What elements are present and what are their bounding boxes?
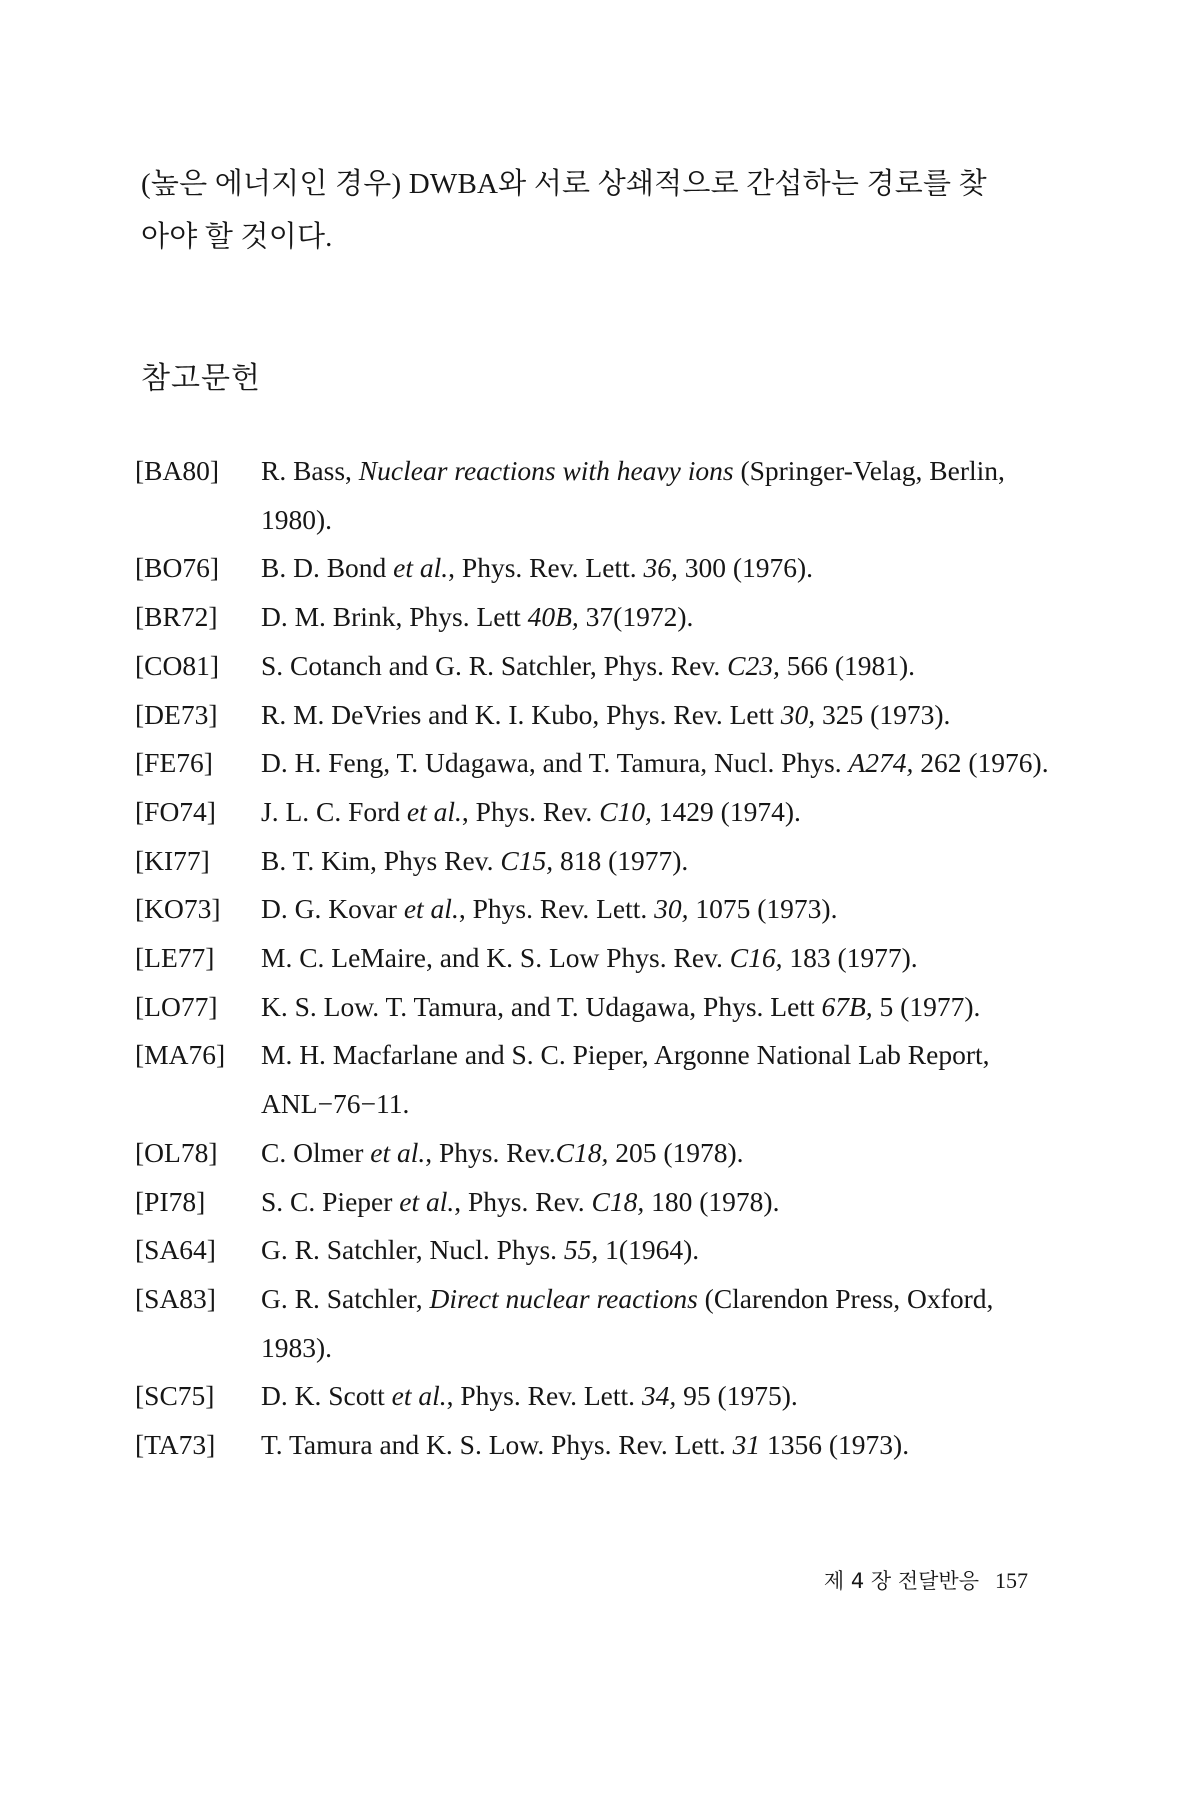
reference-key: [FE76] [135, 747, 213, 779]
reference-text: K. S. Low. T. Tamura, and T. Udagawa, Phys. Lett 67B, 5 (1977). [261, 990, 981, 1022]
reference-item [135, 1421, 1060, 1470]
reference-item [135, 1178, 1060, 1227]
reference-item [135, 544, 1060, 593]
reference-text: G. R. Satchler, Nucl. Phys. 55, 1(1964). [261, 1234, 700, 1266]
reference-list [135, 447, 1060, 1470]
reference-key: [TA73] [135, 1429, 216, 1461]
reference-text: R. M. DeVries and K. I. Kubo, Phys. Rev. Lett 30, 325 (1973). [261, 698, 951, 730]
reference-item [135, 447, 1060, 544]
reference-text: S. C. Pieper et al., Phys. Rev. C18, 180 (1978). [261, 1185, 780, 1217]
reference-text: D. K. Scott et al., Phys. Rev. Lett. 34, 95 (1975). [261, 1380, 798, 1412]
reference-item [135, 1129, 1060, 1178]
intro-paragraph [141, 158, 1041, 264]
reference-text: B. D. Bond et al., Phys. Rev. Lett. 36, 300 (1976). [261, 552, 814, 584]
reference-text: M. H. Macfarlane and S. C. Pieper, Argonne National Lab Report, ANL−76−11. [261, 1039, 990, 1120]
reference-item [135, 642, 1060, 691]
reference-key: [BA80] [135, 455, 220, 486]
reference-text: G. R. Satchler, Direct nuclear reactions (Clarendon Press, Oxford, 1983). [261, 1282, 994, 1363]
reference-text: D. G. Kovar et al., Phys. Rev. Lett. 30, 1075 (1973). [261, 893, 838, 925]
reference-key: [LE77] [135, 942, 215, 974]
reference-key: [BO76] [135, 552, 220, 584]
reference-key: [CO81] [135, 649, 220, 681]
reference-text: T. Tamura and K. S. Low. Phys. Rev. Lett. 31 1356 (1973). [261, 1429, 910, 1461]
reference-key: [KI77] [135, 844, 210, 876]
reference-item [135, 1226, 1060, 1275]
reference-item [135, 739, 1060, 788]
reference-item [135, 1275, 1060, 1372]
reference-key: [FO74] [135, 795, 216, 827]
reference-text: S. Cotanch and G. R. Satchler, Phys. Rev. C23, 566 (1981). [261, 649, 916, 681]
reference-item [135, 1372, 1060, 1421]
reference-key: [PI78] [135, 1185, 206, 1217]
section-title-references: 참고문헌 [141, 361, 261, 396]
reference-item [135, 691, 1060, 740]
reference-item [135, 788, 1060, 837]
reference-text: M. C. LeMaire, and K. S. Low Phys. Rev. C16, 183 (1977). [261, 942, 918, 974]
reference-item [135, 837, 1060, 886]
intro-line-1: (높은 에너지인 경우) DWBA와 서로 상쇄적으로 간섭하는 경로를 찾 [141, 168, 987, 200]
reference-key: [SA83] [135, 1282, 216, 1314]
intro-line-2: 아야 할 것이다. [141, 221, 333, 253]
reference-key: [MA76] [135, 1039, 226, 1071]
reference-text: C. Olmer et al., Phys. Rev.C18, 205 (1978). [261, 1136, 744, 1168]
page-number: 157 [995, 1568, 1028, 1593]
page-footer [824, 1565, 1028, 1595]
reference-item [135, 593, 1060, 642]
reference-text: J. L. C. Ford et al., Phys. Rev. C10, 1429 (1974). [261, 795, 801, 827]
reference-key: [LO77] [135, 990, 218, 1022]
reference-text: B. T. Kim, Phys Rev. C15, 818 (1977). [261, 844, 689, 876]
reference-key: [DE73] [135, 698, 218, 730]
chapter-running-title: 제 4 장 전달반응 [823, 1569, 979, 1593]
reference-key: [BR72] [135, 601, 218, 633]
reference-key: [SA64] [135, 1234, 216, 1266]
reference-item [135, 885, 1060, 934]
reference-item [135, 983, 1060, 1032]
reference-item [135, 1031, 1060, 1128]
reference-key: [KO73] [135, 893, 221, 925]
reference-key: [SC75] [135, 1380, 215, 1412]
reference-text: R. Bass, Nuclear reactions with heavy ions (Springer-Velag, Berlin, 1980). [261, 455, 1005, 535]
reference-item [135, 934, 1060, 983]
reference-text: D. H. Feng, T. Udagawa, and T. Tamura, Nucl. Phys. A274, 262 (1976). [261, 747, 1049, 779]
reference-text: D. M. Brink, Phys. Lett 40B, 37(1972). [261, 601, 694, 633]
reference-key: [OL78] [135, 1136, 218, 1168]
